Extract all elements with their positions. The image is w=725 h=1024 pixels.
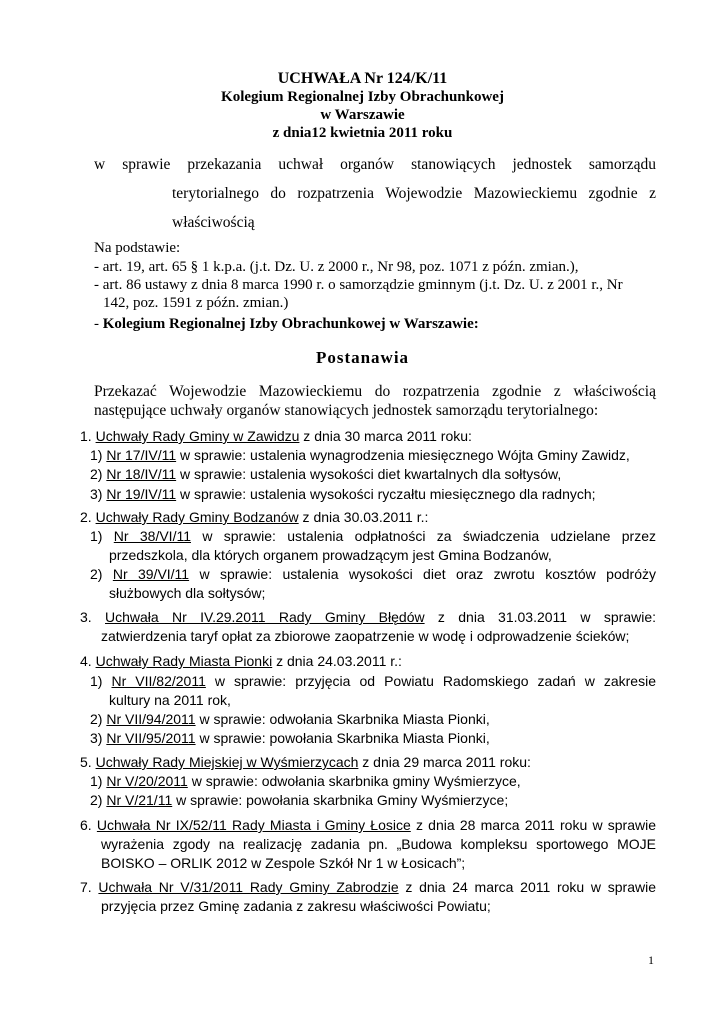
list-item-4 — [80, 653, 402, 669]
item-text: z dnia 30.03.2011 r.: — [298, 509, 429, 525]
basis-item-2-cont: 142, poz. 1591 z późn. zmian.) — [103, 295, 289, 311]
list-item-2-1-cont: przedszkola, dla których organem prowadzącym jest Gmina Bodzanów, — [109, 547, 552, 563]
list-item-1-3 — [90, 486, 596, 502]
list-item-1 — [80, 428, 472, 444]
list-item-3 — [80, 609, 656, 625]
resolution-link[interactable]: Uchwały Rady Miejskiej w Wyśmierzycach — [95, 754, 359, 770]
list-item-4-1 — [90, 673, 656, 689]
basis-item-3 — [94, 316, 479, 333]
item-text: w sprawie: przyjęcia od Powiatu Radomskiego zadań w zakresie — [205, 673, 656, 689]
list-item-2 — [80, 509, 428, 525]
item-text: z dnia 29 marca 2011 roku: — [358, 754, 531, 770]
list-item-5 — [80, 754, 531, 770]
decision-heading: Postanawia — [315, 348, 410, 367]
subject-line-3: właściwością — [172, 214, 255, 231]
intro-line-1: Przekazać Wojewodzie Mazowieckiemu do rozpatrzenia zgodnie z właściwością — [94, 383, 656, 400]
list-number: 1) — [90, 447, 107, 463]
resolution-link[interactable]: Nr 38/VI/11 — [113, 528, 191, 544]
resolution-date: z dnia12 kwietnia 2011 roku — [272, 125, 453, 141]
resolution-link[interactable]: Nr VII/94/2011 — [106, 711, 196, 727]
item-text: w sprawie: ustalenia odpłatności za świadczenia udzielane przez — [191, 528, 656, 544]
list-number: 3) — [90, 486, 107, 502]
resolution-link[interactable]: Nr V/21/11 — [106, 792, 173, 808]
list-item-3-cont: zatwierdzenia taryf opłat za zbiorowe zaopatrzenie w wodę i odprowadzenie ścieków; — [101, 628, 630, 644]
list-number: 5. — [80, 754, 96, 770]
basis-label: Na podstawie: — [94, 240, 181, 256]
basis-item-3-prefix: - — [94, 316, 103, 332]
list-number: 3. — [80, 609, 106, 625]
resolution-link[interactable]: Nr V/20/2011 — [106, 773, 188, 789]
list-item-6 — [80, 817, 656, 833]
item-text: z dnia 24 marca 2011 roku w sprawie — [398, 879, 657, 895]
list-number: 2) — [90, 466, 107, 482]
resolution-link[interactable]: Nr 19/IV/11 — [106, 486, 177, 502]
item-text: w sprawie: ustalenia wysokości ryczałtu miesięcznego dla radnych; — [176, 486, 596, 502]
list-number: 2) — [90, 566, 113, 582]
resolution-link[interactable]: Uchwała Nr IX/52/11 Rady Miasta i Gminy Łosice — [96, 817, 411, 833]
resolution-link[interactable]: Nr VII/95/2011 — [106, 730, 196, 746]
list-number: 1) — [90, 528, 114, 544]
list-number: 6. — [80, 817, 97, 833]
resolution-link[interactable]: Uchwały Rady Gminy Bodzanów — [95, 509, 299, 525]
list-item-6-cont-1: wyrażenia zgody na realizację zadania pn. „Budowa kompleksu sportowego MOJE — [101, 836, 656, 852]
basis-item-1: - art. 19, art. 65 § 1 k.p.a. (j.t. Dz. U. z 2000 r., Nr 98, poz. 1071 z późn. zmian.), — [94, 259, 579, 275]
issuer-city: w Warszawie — [320, 107, 405, 123]
list-item-4-3 — [90, 730, 490, 746]
list-item-5-2 — [90, 792, 508, 808]
list-item-2-2-cont: służbowych dla sołtysów; — [109, 585, 266, 601]
resolution-link[interactable]: Nr VII/82/2011 — [111, 673, 206, 689]
resolution-link[interactable]: Nr 39/VI/11 — [112, 566, 190, 582]
subject-line-1: w sprawie przekazania uchwał organów stanowiących jednostek samorządu — [94, 156, 656, 173]
item-text: w sprawie: powołania skarbnika Gminy Wyśmierzyce; — [172, 792, 509, 808]
item-text: w sprawie: ustalenia wynagrodzenia miesięcznego Wójta Gminy Zawidz, — [176, 447, 630, 463]
item-text: w sprawie: ustalenia wysokości diet kwartalnych dla sołtysów, — [176, 466, 562, 482]
resolution-link[interactable]: Uchwała Nr V/31/2011 Rady Gminy Zabrodzie — [98, 879, 399, 895]
list-item-5-1 — [90, 773, 521, 789]
list-number: 1. — [80, 428, 96, 444]
item-text: z dnia 24.03.2011 r.: — [272, 653, 402, 669]
list-item-1-1 — [90, 447, 630, 463]
list-number: 2) — [90, 792, 107, 808]
list-item-4-1-cont: kultury na 2011 rok, — [109, 692, 231, 708]
list-item-7 — [80, 879, 656, 895]
issuer-name: Kolegium Regionalnej Izby Obrachunkowej — [221, 89, 504, 105]
list-number: 1) — [90, 673, 112, 689]
list-number: 4. — [80, 653, 96, 669]
resolution-link[interactable]: Uchwała Nr IV.29.2011 Rady Gminy Błędów — [105, 609, 425, 625]
basis-item-3-bold: Kolegium Regionalnej Izby Obrachunkowej w Warszawie: — [102, 316, 479, 332]
item-text: z dnia 30 marca 2011 roku: — [299, 428, 472, 444]
list-item-4-2 — [90, 711, 490, 727]
resolution-link[interactable]: Uchwały Rady Gminy w Zawidzu — [95, 428, 300, 444]
subject-line-2: terytorialnego do rozpatrzenia Wojewodzie Mazowieckiemu zgodnie z — [172, 185, 656, 202]
item-text: z dnia 31.03.2011 w sprawie: — [424, 609, 656, 625]
resolution-link[interactable]: Nr 17/IV/11 — [106, 447, 177, 463]
item-text: w sprawie: powołania Skarbnika Miasta Pionki, — [195, 730, 490, 746]
list-number: 3) — [90, 730, 107, 746]
page-number: 1 — [648, 953, 654, 967]
list-item-7-cont: przyjęcia przez Gminę zadania z zakresu właściwości Powiatu; — [101, 898, 491, 914]
list-number: 1) — [90, 773, 107, 789]
list-item-2-2 — [90, 566, 656, 582]
list-number: 2. — [80, 509, 96, 525]
item-text: w sprawie: odwołania skarbnika gminy Wyśmierzyce, — [187, 773, 521, 789]
list-item-1-2 — [90, 466, 561, 482]
item-text: z dnia 28 marca 2011 roku w sprawie — [410, 817, 656, 833]
resolution-title: UCHWAŁA Nr 124/K/11 — [277, 70, 448, 87]
list-item-6-cont-2: BOISKO – ORLIK 2012 w Zespole Szkół Nr 1 w Łosicach”; — [101, 855, 466, 871]
list-item-2-1 — [90, 528, 656, 544]
resolution-link[interactable]: Uchwały Rady Miasta Pionki — [95, 653, 273, 669]
item-text: w sprawie: ustalenia wysokości diet oraz zwrotu kosztów podróży — [189, 566, 656, 582]
item-text: w sprawie: odwołania Skarbnika Miasta Pionki, — [195, 711, 490, 727]
intro-line-2: następujące uchwały organów stanowiących jednostek samorządu terytorialnego: — [94, 402, 599, 419]
list-number: 2) — [90, 711, 107, 727]
resolution-link[interactable]: Nr 18/IV/11 — [106, 466, 177, 482]
list-number: 7. — [80, 879, 99, 895]
basis-item-2: - art. 86 ustawy z dnia 8 marca 1990 r. o samorządzie gminnym (j.t. Dz. U. z 2001 r., Nr — [94, 277, 623, 293]
